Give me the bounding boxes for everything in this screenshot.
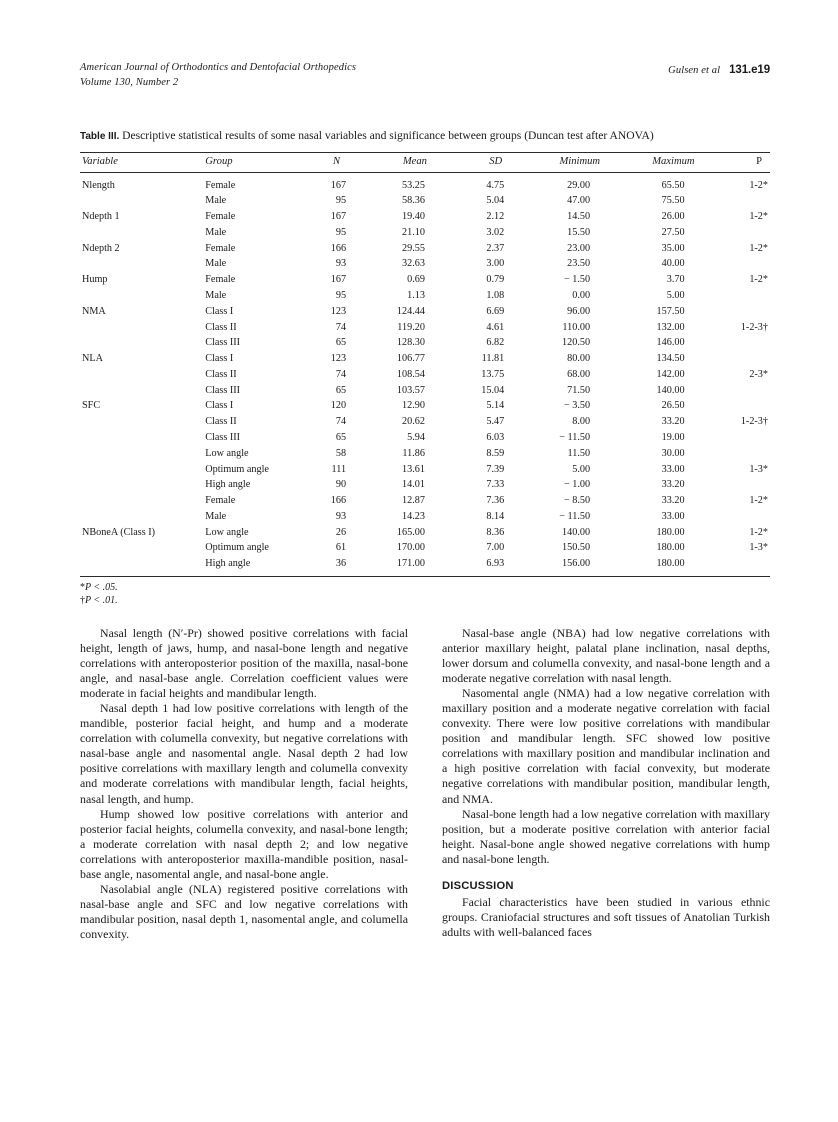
cell-mean: 165.00 <box>396 526 425 538</box>
cell-mean: 11.86 <box>402 447 425 459</box>
table-row <box>80 446 770 462</box>
table-row <box>80 493 770 509</box>
cell-group: Low angle <box>205 526 249 538</box>
cell-maximum: 30.00 <box>661 447 685 459</box>
table-row <box>80 525 770 541</box>
cell-maximum: 180.00 <box>656 558 685 570</box>
cell-minimum: − 11.50 <box>559 432 591 443</box>
cell-group: Optimum angle <box>205 542 269 554</box>
table-bottom-rule <box>80 576 770 577</box>
cell-maximum: 75.50 <box>661 195 685 207</box>
table-row <box>80 399 770 415</box>
cell-n: 95 <box>335 195 347 207</box>
page-folio: 131.e19 <box>729 64 770 76</box>
journal-title-block <box>80 60 356 90</box>
cell-sd: 7.39 <box>486 463 505 475</box>
cell-p <box>713 225 770 241</box>
cell-p <box>713 477 770 493</box>
cell-p: 1-2* <box>749 211 768 223</box>
cell-p: 2-3* <box>749 368 768 380</box>
cell-mean: 13.61 <box>402 463 425 475</box>
cell-sd: 3.02 <box>486 226 505 238</box>
section-heading-discussion: DISCUSSION <box>442 879 514 892</box>
cell-variable <box>80 257 205 273</box>
cell-n: 167 <box>330 211 347 223</box>
cell-minimum: 71.50 <box>567 384 591 396</box>
body-paragraph: Nasal-base angle (NBA) had low negative correlations with anterior maxillary height, palatal plane inclination, nasal depths, lower dorsum and columella convexity, and nasal-bone length and a moderate negative correlation with nasal length. <box>442 626 770 686</box>
cell-minimum: 23.00 <box>567 242 591 254</box>
cell-variable: Nlength <box>82 179 115 191</box>
cell-maximum: 33.00 <box>661 463 685 475</box>
cell-minimum: 8.00 <box>572 416 591 428</box>
cell-sd: 6.69 <box>486 305 505 317</box>
cell-maximum: 27.50 <box>661 226 685 238</box>
cell-p: 1-2* <box>749 179 768 191</box>
cell-group: Optimum angle <box>205 463 269 475</box>
descriptive-statistics-table <box>80 152 770 576</box>
footnote-text: P < .05. <box>85 582 118 594</box>
cell-n: 65 <box>335 384 347 396</box>
cell-minimum: 68.00 <box>567 368 591 380</box>
body-paragraph: Nasomental angle (NMA) had a low negative correlation with maxillary position and a moderate negative correlation with facial convexity. There were low positive correlations with mandibular position and mandibular length. SFC showed low positive correlations with maxillary position and mandibular inclination and a high positive correlation with facial convexity, but moderate negative correlations with mandibular position, mandibular length, and NMA. <box>442 686 770 806</box>
cell-minimum: 150.50 <box>562 542 591 554</box>
cell-n: 123 <box>330 305 347 317</box>
cell-group: Female <box>205 211 236 223</box>
cell-group: Female <box>205 495 236 507</box>
cell-mean: 119.20 <box>397 321 425 333</box>
cell-variable <box>80 367 205 383</box>
cell-maximum: 132.00 <box>656 321 685 333</box>
cell-mean: 32.63 <box>402 258 425 270</box>
cell-minimum: − 3.50 <box>563 400 591 412</box>
table-row <box>80 462 770 478</box>
cell-sd: 4.61 <box>486 321 505 333</box>
cell-maximum: 35.00 <box>661 242 685 254</box>
cell-p: 1-2* <box>749 274 768 286</box>
cell-sd: 8.59 <box>486 447 505 459</box>
column-header-mean: Mean <box>368 152 453 172</box>
column-header-sd: SD <box>453 152 526 172</box>
cell-sd: 2.12 <box>486 211 505 223</box>
cell-n: 93 <box>335 510 347 522</box>
cell-variable <box>80 477 205 493</box>
cell-group: Male <box>205 195 227 207</box>
cell-maximum: 26.00 <box>661 211 685 223</box>
cell-group: Male <box>205 510 227 522</box>
cell-maximum: 33.20 <box>661 416 685 428</box>
cell-n: 26 <box>335 526 347 538</box>
cell-group: Class II <box>205 416 237 428</box>
cell-p: 1-3* <box>749 542 768 554</box>
cell-mean: 19.40 <box>402 211 425 223</box>
cell-n: 58 <box>335 447 347 459</box>
cell-p: 1-2-3† <box>740 416 768 428</box>
column-header-n: N <box>300 152 368 172</box>
cell-sd: 6.82 <box>486 337 505 349</box>
cell-group: Class III <box>205 337 241 349</box>
cell-n: 166 <box>330 495 347 507</box>
cell-mean: 29.55 <box>402 242 425 254</box>
cell-p <box>713 556 770 575</box>
cell-maximum: 19.00 <box>661 432 685 443</box>
footnote-marker: * <box>80 582 85 594</box>
cell-maximum: 26.50 <box>661 400 685 412</box>
table-block <box>80 128 770 607</box>
cell-p <box>713 399 770 415</box>
table-row <box>80 383 770 399</box>
cell-n: 167 <box>330 274 347 286</box>
cell-sd: 15.04 <box>481 384 505 396</box>
cell-n: 90 <box>335 479 347 491</box>
cell-group: Female <box>205 179 236 191</box>
cell-p: 1-2* <box>749 242 768 254</box>
cell-mean: 0.69 <box>407 274 425 286</box>
cell-minimum: 156.00 <box>562 558 591 570</box>
cell-variable <box>80 320 205 336</box>
right-column <box>442 626 770 940</box>
cell-n: 65 <box>335 432 347 443</box>
table-row <box>80 335 770 351</box>
cell-minimum: 140.00 <box>562 526 591 538</box>
body-paragraph: Hump showed low positive correlations with anterior and posterior facial heights, columella convexity, and nasal-bone length; a moderate correlation with nasal depth 2; and low negative correlations with anteroposterior maxilla-mandible position, nasal-base angle, nasomental angle, and nasal-bone angle. <box>80 806 408 881</box>
cell-sd: 4.75 <box>486 179 505 191</box>
table-row <box>80 172 770 193</box>
cell-sd: 7.36 <box>486 495 505 507</box>
cell-mean: 5.94 <box>407 432 425 443</box>
cell-n: 36 <box>335 558 347 570</box>
cell-maximum: 33.20 <box>661 495 685 507</box>
cell-p: 1-2* <box>749 526 768 538</box>
author-citation: Gulsen et al <box>668 65 721 76</box>
journal-volume: Volume 130, Number 2 <box>80 77 179 88</box>
cell-n: 95 <box>335 289 347 301</box>
cell-group: Class II <box>205 368 237 380</box>
cell-variable <box>80 288 205 304</box>
cell-variable <box>80 225 205 241</box>
cell-p <box>713 335 770 351</box>
table-row <box>80 351 770 367</box>
body-paragraph: Facial characteristics have been studied in various ethnic groups. Craniofacial structures and soft tissues of Anatolian Turkish adults with well-balanced faces <box>442 894 770 939</box>
cell-sd: 3.00 <box>486 258 505 270</box>
cell-n: 111 <box>331 463 347 475</box>
cell-group: Class I <box>205 353 234 365</box>
column-header-maximum: Maximum <box>620 152 713 172</box>
cell-n: 65 <box>335 337 347 349</box>
cell-maximum: 157.50 <box>656 305 685 317</box>
cell-minimum: 23.50 <box>567 258 591 270</box>
footnote-text: P < .01. <box>85 594 118 606</box>
cell-maximum: 33.20 <box>661 479 685 491</box>
cell-p <box>713 351 770 367</box>
cell-maximum: 5.00 <box>666 289 685 301</box>
cell-mean: 171.00 <box>396 558 425 570</box>
cell-variable <box>80 430 205 446</box>
cell-variable <box>80 541 205 557</box>
cell-n: 120 <box>330 400 347 412</box>
cell-sd: 11.81 <box>481 353 505 365</box>
cell-mean: 53.25 <box>402 179 425 191</box>
cell-variable: Ndepth 2 <box>82 242 120 254</box>
cell-mean: 21.10 <box>402 226 425 238</box>
cell-variable: Ndepth 1 <box>82 211 120 223</box>
cell-mean: 1.13 <box>407 289 425 301</box>
table-number: Table III. <box>80 131 120 142</box>
cell-mean: 106.77 <box>396 353 425 365</box>
cell-sd: 7.00 <box>486 542 505 554</box>
cell-maximum: 134.50 <box>656 353 685 365</box>
column-header-minimum: Minimum <box>526 152 620 172</box>
cell-p <box>713 509 770 525</box>
cell-maximum: 146.00 <box>656 337 685 349</box>
cell-n: 95 <box>335 226 347 238</box>
cell-minimum: 11.50 <box>567 447 591 459</box>
cell-n: 74 <box>335 321 347 333</box>
cell-p <box>713 193 770 209</box>
body-text <box>80 626 770 1046</box>
cell-variable <box>80 446 205 462</box>
table-caption <box>80 128 770 146</box>
table-row <box>80 304 770 320</box>
table-header <box>80 152 770 172</box>
cell-group: Female <box>205 242 236 254</box>
cell-variable <box>80 414 205 430</box>
cell-minimum: 0.00 <box>572 289 591 301</box>
cell-p <box>713 257 770 273</box>
left-column <box>80 626 408 942</box>
table-header-row <box>80 152 770 172</box>
cell-maximum: 180.00 <box>656 542 685 554</box>
cell-group: High angle <box>205 479 251 491</box>
table-row <box>80 320 770 336</box>
cell-variable <box>80 335 205 351</box>
table-row <box>80 209 770 225</box>
table-row <box>80 556 770 575</box>
cell-p: 1-2* <box>749 495 768 507</box>
cell-mean: 14.23 <box>402 510 425 522</box>
table-row <box>80 414 770 430</box>
cell-n: 61 <box>335 542 347 554</box>
column-header-group: Group <box>205 152 300 172</box>
cell-variable <box>80 493 205 509</box>
cell-group: Male <box>205 258 227 270</box>
cell-group: High angle <box>205 558 251 570</box>
cell-sd: 7.33 <box>486 479 505 491</box>
cell-n: 123 <box>330 353 347 365</box>
cell-p: 1-2-3† <box>740 321 768 333</box>
table-row <box>80 367 770 383</box>
cell-maximum: 65.50 <box>661 179 685 191</box>
cell-maximum: 180.00 <box>656 526 685 538</box>
cell-sd: 2.37 <box>486 242 505 254</box>
cell-variable: NLA <box>82 353 103 365</box>
cell-mean: 14.01 <box>402 479 425 491</box>
cell-n: 167 <box>330 179 347 191</box>
cell-maximum: 33.00 <box>661 510 685 522</box>
cell-group: Low angle <box>205 447 249 459</box>
cell-mean: 128.30 <box>396 337 425 349</box>
cell-sd: 0.79 <box>486 274 505 286</box>
cell-p <box>713 304 770 320</box>
cell-n: 74 <box>335 416 347 428</box>
cell-p <box>713 446 770 462</box>
cell-minimum: 15.50 <box>567 226 591 238</box>
cell-group: Class I <box>205 305 234 317</box>
cell-mean: 124.44 <box>396 305 425 317</box>
cell-mean: 103.57 <box>396 384 425 396</box>
cell-variable: NBoneA (Class I) <box>82 526 156 538</box>
cell-mean: 108.54 <box>396 368 425 380</box>
body-paragraph: Nasal length (N′-Pr) showed positive correlations with facial height, length of jaws, hump, and nasal-bone length and negative correlations with anteroposterior position of the maxilla, nasal-bone angle, and nasal-base angle. Correlation coefficient values were moderate in facial heights and mandibular length. <box>80 626 408 701</box>
table-row <box>80 257 770 273</box>
cell-sd: 5.04 <box>486 195 505 207</box>
cell-variable <box>80 462 205 478</box>
cell-maximum: 3.70 <box>666 274 685 286</box>
cell-variable <box>80 556 205 575</box>
cell-variable: NMA <box>82 305 106 317</box>
journal-title: American Journal of Orthodontics and Dentofacial Orthopedics <box>80 62 357 73</box>
table-row <box>80 193 770 209</box>
column-header-p: P <box>713 152 770 172</box>
cell-mean: 20.62 <box>402 416 425 428</box>
cell-p <box>713 430 770 446</box>
table-row <box>80 288 770 304</box>
cell-minimum: 47.00 <box>567 195 591 207</box>
column-header-variable: Variable <box>80 152 205 172</box>
cell-p <box>713 383 770 399</box>
cell-minimum: − 1.50 <box>563 274 591 286</box>
cell-maximum: 142.00 <box>656 368 685 380</box>
cell-sd: 5.47 <box>486 416 505 428</box>
cell-mean: 170.00 <box>396 542 425 554</box>
table-row <box>80 509 770 525</box>
cell-n: 93 <box>335 258 347 270</box>
footnote-marker: † <box>80 594 85 606</box>
cell-minimum: 110.00 <box>562 321 591 333</box>
cell-variable <box>80 383 205 399</box>
cell-minimum: 120.50 <box>562 337 591 349</box>
table-footnotes <box>80 582 770 607</box>
cell-sd: 5.14 <box>486 400 505 412</box>
cell-variable <box>80 193 205 209</box>
cell-minimum: 80.00 <box>567 353 591 365</box>
cell-p: 1-3* <box>749 463 768 475</box>
cell-n: 166 <box>330 242 347 254</box>
table-footnote <box>80 582 770 595</box>
cell-n: 74 <box>335 368 347 380</box>
table-row <box>80 272 770 288</box>
cell-group: Class III <box>205 432 241 443</box>
cell-group: Male <box>205 226 227 238</box>
cell-mean: 12.87 <box>402 495 425 507</box>
cell-minimum: − 8.50 <box>563 495 591 507</box>
cell-group: Class III <box>205 384 241 396</box>
cell-minimum: 14.50 <box>567 211 591 223</box>
cell-group: Class II <box>205 321 237 333</box>
cell-sd: 6.93 <box>486 558 505 570</box>
cell-mean: 12.90 <box>402 400 425 412</box>
cell-variable <box>80 509 205 525</box>
cell-sd: 8.36 <box>486 526 505 538</box>
cell-minimum: 29.00 <box>567 179 591 191</box>
cell-group: Class I <box>205 400 234 412</box>
cell-minimum: − 1.00 <box>563 479 591 491</box>
cell-group: Male <box>205 289 227 301</box>
table-row <box>80 541 770 557</box>
cell-sd: 8.14 <box>486 510 505 522</box>
cell-maximum: 140.00 <box>656 384 685 396</box>
body-paragraph: Nasolabial angle (NLA) registered positive correlations with nasal-base angle and SFC and low negative correlations with mandibular position, nasal depth 1, nasomental angle, and columella convexity. <box>80 881 408 941</box>
table-row <box>80 241 770 257</box>
cell-minimum: 96.00 <box>567 305 591 317</box>
cell-sd: 13.75 <box>481 368 505 380</box>
cell-p <box>713 288 770 304</box>
running-head <box>80 60 770 96</box>
cell-minimum: − 11.50 <box>559 510 591 522</box>
table-row <box>80 477 770 493</box>
cell-mean: 58.36 <box>402 195 425 207</box>
cell-sd: 1.08 <box>486 289 505 301</box>
body-paragraph: Nasal-bone length had a low negative correlation with maxillary position, but a moderate positive correlation with anterior facial height. Nasal-bone angle showed negative correlations with hump and nasal-bone length. <box>442 806 770 866</box>
table-row <box>80 430 770 446</box>
cell-maximum: 40.00 <box>661 258 685 270</box>
body-paragraph: Nasal depth 1 had low positive correlations with length of the mandible, posterior facial height, and hump and a moderate correlation with columella convexity, but negative correlations with nasal-base angle and nasomental angle. Nasal depth 2 had low positive correlations with maxillary length and columella convexity and moderate correlations with mandibular length, facial heights, nasal length, and hump. <box>80 701 408 806</box>
table-body <box>80 172 770 575</box>
table-caption-text: Descriptive statistical results of some nasal variables and significance between groups (Duncan test after ANOVA) <box>122 129 654 142</box>
cell-minimum: 5.00 <box>572 463 591 475</box>
table-footnote <box>80 595 770 608</box>
cell-sd: 6.03 <box>486 432 505 443</box>
cell-variable: Hump <box>82 274 108 286</box>
cell-variable: SFC <box>82 400 101 412</box>
table-row <box>80 225 770 241</box>
running-head-right <box>668 60 770 78</box>
cell-group: Female <box>205 274 236 286</box>
